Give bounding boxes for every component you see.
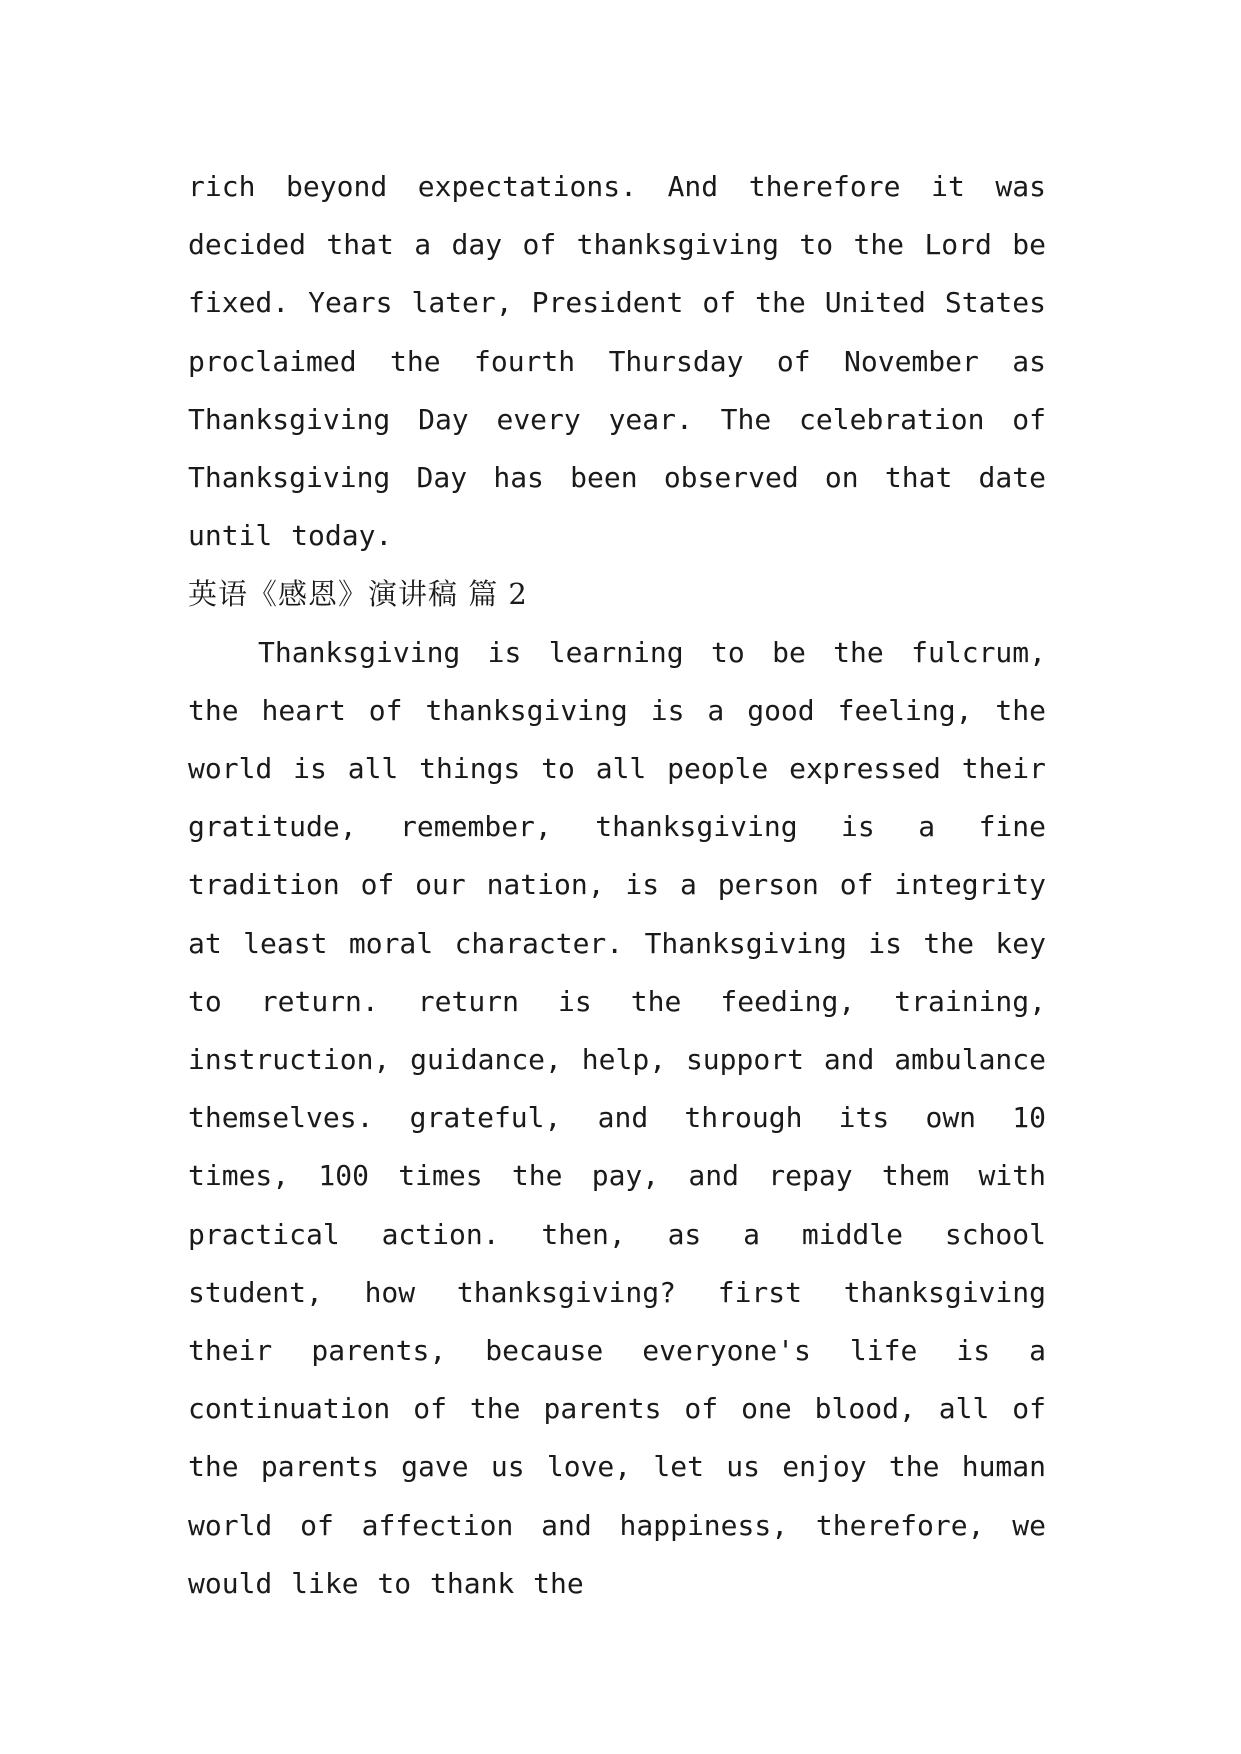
paragraph-continued: rich beyond expectations. And therefore it was decided that a day of thanksgiving to the Lord be fixed. Years later, President of the United States proclaimed the fourth Thursday of November as Thanksgiving Day every year. The celebration of Thanksgiving Day has been observed on that date until today. — [188, 170, 1046, 553]
paragraph-speech: Thanksgiving is learning to be the fulcrum, the heart of thanksgiving is a good feeling, the world is all things to all people expressed their gratitude, remember, thanksgiving is a fine tradition of our nation, is a person of integrity at least moral character. Thanksgiving is the key to return. return is the feeding, training, instruction, guidance, help, support and ambulance themselves. grateful, and through its own 10 times, 100 times the pay, and repay them with practical action. then, as a middle school student, how thanksgiving? first thanksgiving their parents, because everyone's life is a continuation of the parents of one blood, all of the parents gave us love, let us enjoy the human world of affection and happiness, therefore, we would like to thank the — [188, 635, 1046, 1600]
document-body — [188, 158, 1046, 1613]
section-heading: 英语《感恩》演讲稿 篇 2 — [188, 577, 528, 612]
